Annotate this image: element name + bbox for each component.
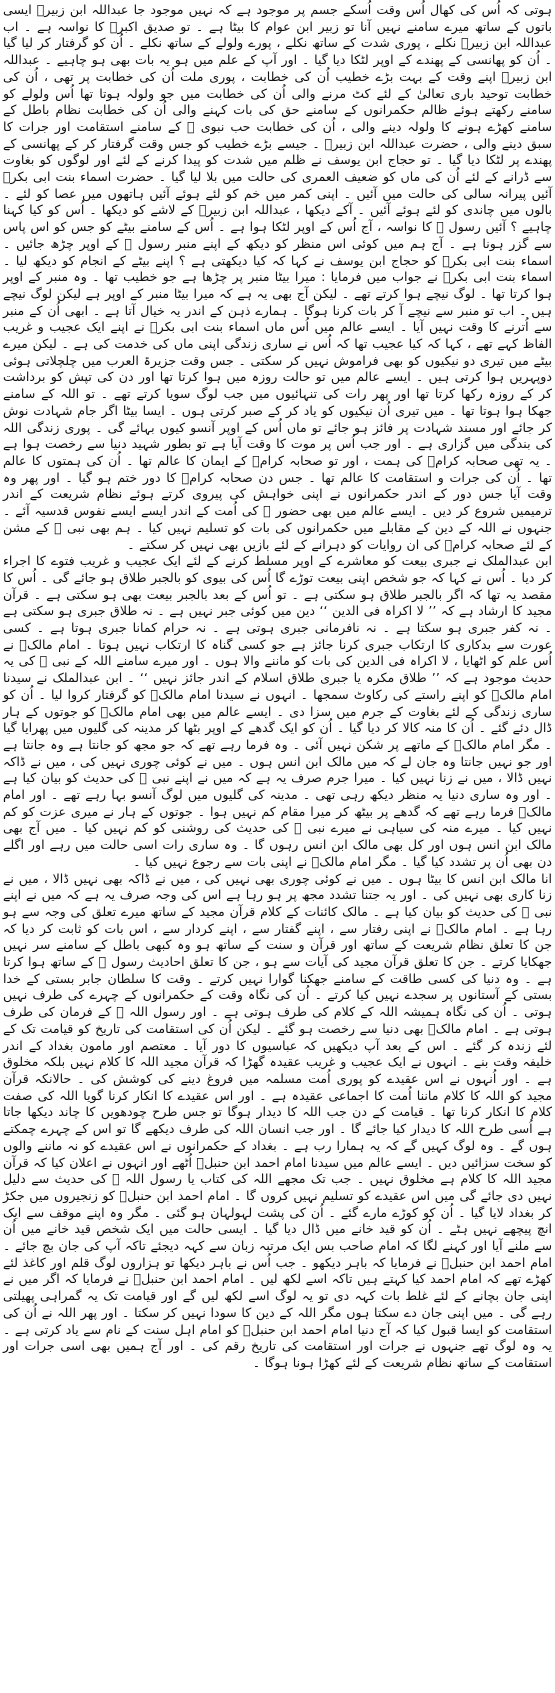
article-paragraph-3: انا مالک ابن انس کا بیٹا ہوں ۔ میں نے کوئی چوری بھی نہیں کی ، میں نے ڈاکہ بھی نہیں ڈالا ، میں نے زنا کاری بھی نہیں کی ۔ اور یہ جتنا تشدد مجھ پر ہو رہا ہے اس کی وجہ صرف یہ ہے کہ میں نے اپنے نبی ﷺ کی حدیث کو بیان کیا ہے ۔ مالک کائنات کے کلام قرآن مجید کے ساتھ میرے تعلق کی وجہ سے ہو رہا ہے ۔ امام مالکؒ نے اپنی رفتار سے ، اپنے گفتار سے ، اپنے کردار سے ، اس بات کو ثابت کر دیا کہ جن کا تعلق نظام شریعت کے ساتھ اور قرآن و سنت کے ساتھ ہو وہ کبھی باطل کے سامنے سر نہیں جھکایا کرتے ۔ جن کا تعلق قرآن مجید کی آیات سے ہو ، جن کا تعلق احادیث رسول ﷺ کے ساتھ ہوا کرتا ہے ۔ وہ دنیا کی کسی طاقت کے سامنے جھکنا گوارا نہیں کرتے ۔ وقت کا سلطان جابر بستی کے خدا بستی کے آستانوں پر سجدے نہیں کیا کرتے ۔ اُن کی نگاہ وقت کے حکمرانوں کے چہرے کی طرف نہیں ہوتی ۔ اُن کی نگاہ ہمیشہ اللہ کے کلام کی طرف ہوتی ہے ۔ اور رسول اللہ ﷺ کے فرمان کی طرف ہوتی ہے ۔ امام مالکؒ بھی دنیا سے رخصت ہو گئے ۔ لیکن اُن کی استقامت کی تاریخ کو قیامت تک کے لئے زندہ کر گئے ۔ اس کے بعد آپ دیکھیں کہ عباسیوں کا دور آیا ۔ معتصم اور مامون بغداد کے اندر خلیفہ وقت بنے ۔ انہوں نے ایک عجیب و غریب عقیدہ گھڑا کہ قرآن مجید اللہ کا کلام نہیں بلکہ مخلوق ہے ۔ اور اُنہوں نے اس عقیدے کو پوری اُمت مسلمہ میں فروغ دینے کی کوشش کی ۔ حالانکہ قرآن مجید کو اللہ کا کلام ماننا اُمت کا اجماعی عقیدہ ہے ۔ اور اس عقیدے کا انکار کرنا گویا اللہ کی صفت کلام کا انکار کرنا تھا ۔ قیامت کے دن جب اللہ کا دیدار ہوگا تو جس طرح چودھویں کا چاند دیکھا جاتا ہے اُسی طرح اللہ کا دیدار کیا جائے گا ۔ اور جب انسان اللہ کی طرف دیکھے گا تو اس کے چہرے چمکتے ہوں گے ۔ وہ لوگ کہیں گے کہ یہ ہمارا رب ہے ۔ بغداد کے حکمرانوں نے اس عقیدے کو نہ ماننے والوں کو سخت سزائیں دیں ۔ ایسے عالم میں سیدنا امام احمد ابن حنبلؒ اُٹھے اور انہوں نے اعلان کیا کہ قرآن مجید اللہ کا کلام ہے مخلوق نہیں ۔ جب تک مجھے اللہ کی کتاب یا رسول اللہ ﷺ کی حدیث سے دلیل نہیں دی جائے گی میں اس عقیدے کو تسلیم نہیں کروں گا ۔ امام احمد ابن حنبلؒ کو زنجیروں میں جکڑ کر بغداد لایا گیا ۔ اُن کو کوڑے مارے گئے ۔ اُن کی پشت لہولہان ہو گئی ۔ مگر وہ اپنے موقف سے ایک انچ پیچھے نہیں ہٹے ۔ اُن کو قید خانے میں ڈال دیا گیا ۔ ایسی حالت میں ایک شخص قید خانے میں اُن سے ملنے آیا اور کہنے لگا کہ امام صاحب بس ایک مرتبہ زبان سے کہہ دیجئے تاکہ آپ کی جان بچ جائے ۔ امام احمد ابن حنبلؒ نے فرمایا کہ باہر دیکھو ۔ جب اُس نے باہر دیکھا تو ہزاروں لوگ قلم اور کاغذ لئے کھڑے تھے کہ امام احمد کیا کہتے ہیں تاکہ اسے لکھ لیں ۔ امام احمد ابن حنبلؒ نے فرمایا کہ اگر میں نے اپنی جان بچانے کے لئے غلط بات کہہ دی تو یہ لوگ اسے لکھ لیں گے اور قیامت تک یہ گمراہی پھیلتی رہے گی ۔ میں اپنی جان دے سکتا ہوں مگر اللہ کے دین کا سودا نہیں کر سکتا ۔ اور پھر اللہ نے اُن کی استقامت کو ایسا قبول کیا کہ آج دنیا امام احمد ابن حنبلؒ کو امام اہل سنت کے نام سے یاد کرتی ہے ۔ یہ وہ لوگ تھے جنہوں نے جرات اور استقامت کی تاریخ رقم کی ۔ اور آج ہمیں بھی اسی جرات اور استقامت کے ساتھ نظام شریعت کے لئے کھڑا ہونا ہوگا ۔	[3, 870, 552, 1370]
article-paragraph-2: ابن عبدالملک نے جبری بیعت کو معاشرے کے اوپر مسلط کرنے کے لئے ایک عجیب و غریب فتوے کا اجراء کر دیا ۔ اُس نے کہا کہ جو شخص اپنی بیعت توڑے گا اُس کی بیوی کو بالجبر طلاق ہو جائے گی ۔ اُس کا مقصد یہ تھا کہ اگر بالجبر طلاق ہو سکتی ہے ۔ تو اُس کے بعد بالجبر بیعت بھی ہو سکتی ہے ۔ قرآن مجید کا ارشاد ہے کہ ’’ لا اکراہ فی الدین ‘‘ دین میں کوئی جبر نہیں ہے ۔ نہ طلاق جبری ہو سکتی ہے ۔ نہ کفر جبری ہو سکتا ہے ۔ نہ نافرمانی جبری ہوتی ہے ۔ نہ حرام کمانا جبری ہوتا ہے ۔ کسی عورت سے بدکاری کا ارتکاب جبری کرنا جائز ہے جو کسی گناہ کا ارتکاب نہیں ہوتا ۔ امام مالکؒ نے اُس علم کو اٹھایا ، لا اکراہ فی الدین کی بات کو ماننے والا ہوں ۔ اور میرے سامنے اللہ کے نبی ﷺ کی یہ حدیث موجود ہے کہ ’’ طلاق مکرہ یا جبری طلاق اسلام کے اندر جائز نہیں ‘‘ ۔ ابن عبدالملک نے سیدنا امام مالکؒ کو اپنے راستے کی رکاوٹ سمجھا ۔ انہوں نے سیدنا امام مالکؒ کو گرفتار کروا لیا ۔ اُن کو ساری زندگی کے لئے بغاوت کے جرم میں سزا دی ۔ ایسے عالم میں بھی امام مالکؒ کو جوتوں کے ہار ڈال دئے گئے ۔ اُن کا منہ کالا کر دیا گیا ۔ اُن کو ایک گدھے کے اوپر بٹھا کر مدینہ کی گلیوں میں پھرایا گیا ۔ مگر امام مالکؒ کے ماتھے پر شکن نہیں آئی ۔ وہ فرما رہے تھے کہ جو مجھ کو جانتا ہے وہ جانتا ہے اور جو نہیں جانتا وہ جان لے کہ میں مالک ابن انس ہوں ۔ میں نے کوئی چوری نہیں کی ، میں نے ڈاکہ نہیں ڈالا ، میں نے زنا نہیں کیا ۔ میرا جرم صرف یہ ہے کہ میں نے اپنے نبی ﷺ کی حدیث کو بیان کیا ہے ۔ اور وہ ساری دنیا یہ منظر دیکھ رہی تھی ۔ مدینہ کی گلیوں میں لوگ آنسو بہا رہے تھے ۔ اور امام مالکؒ فرما رہے تھے کہ گدھے پر بیٹھ کر میرا مقام کم نہیں ہوا ۔ جوتوں کے ہار نے میری عزت کو کم نہیں کیا ۔ میرے منہ کی سیاہی نے میرے نبی ﷺ کی حدیث کی روشنی کو کم نہیں کیا ۔ میں آج بھی مالک ابن انس ہوں اور کل بھی مالک ابن انس رہوں گا ۔ وہ ساری رات اسی حالت میں رہے اور اگلے دن بھی اُن پر تشدد کیا گیا ۔ مگر امام مالکؒ نے اپنی بات سے رجوع نہیں کیا ۔	[3, 553, 552, 869]
article-paragraph-1: ہوتی کہ اُس کی کھال اُس وقت اُسکے جسم پر موجود ہے کہ نہیں موجود جا عبداللہ ابن زبیرؓ ایسی باتوں کے ساتھ میرے سامنے نہیں آنا تو زبیر ابن عوام کا بیٹا ہے ۔ تو صدیق اکبرؓ کا نواسہ ہے ۔ اب عبداللہ ابن زبیرؓ نکلے ، پوری شدت کے ساتھ نکلے ، پورے ولولے کے ساتھ نکلے ۔ اُن کو گرفتار کر لیا گیا ۔ اُن کو پھانسی کے پھندے کے اوپر لٹکا دیا گیا ۔ اور آپ کے علم میں ہو یہ بات بھی ہو چاہیے ۔ عبداللہ ابن زبیرؓ اپنے وقت کے بہت بڑے خطیب اُن کی خطابت ، پوری ملت اُن کی خطابت پر تھی ، اُن کی خطابت توحید باری تعالیٰ کے لئے کٹ مرنے والی اُن کی خطابت میں جو ولولہ ہوتا تھا اُس ولولے کو سامنے رکھتے ہوئے ظالم حکمرانوں کے سامنے حق کی بات کہنے والی اُن کی خطابت نظام باطل کے سامنے کھڑے ہونے کا ولولہ دینے والی ، اُن کی خطابت حب نبوی ﷺ کے سامنے استقامت اور جرات کا سبق دینے والی ، حضرت عبداللہ ابن زبیرؓ ۔ جیسے بڑے خطیب کو جس وقت گرفتار کر کے پھانسی کے پھندے پر لٹکا دیا گیا ۔ تو حجاج ابن یوسف نے ظلم میں شدت کو پیدا کرنے کے لئے اور لوگوں کو بغاوت سے ڈرانے کے لئے اُن کی ماں کو ضعیف العمری کی حالت میں بلا لیا گیا ۔ حضرت اسماء بنت ابی بکرؓ آئیں پیرانہ سالی کی حالت میں آئیں ۔ اپنی کمر میں خم کو لئے ہوئے آئیں ہاتھوں میں عصا کو لئے ۔ بالوں میں چاندی کو لئے ہوئے آئیں ۔ آکے دیکھا ، عبداللہ ابن زبیرؓ کے لاشے کو دیکھا ۔ اُس کو کیا کہنا چاہیے ؟ آئیں رسول ﷺ کا نواسہ ، آج اُس کے اوپر لٹکا ہوا ہے ۔ اُس کے سامنے بیٹے کو جس کو اس پاس سے گزر ہونا ہے ۔ آج ہم میں کوئی اس منظر کو دیکھ کے اپنے منبر رسول ﷺ کے اوپر چڑھ جائیں ۔ اسماء بنت ابی بکرؓ کو حجاج ابن یوسف نے کہا کہ کیا دیکھتی ہے ؟ اپنے بیٹے کے انجام کو دیکھ لیا ۔ اسماء بنت ابی بکرؓ نے جواب میں فرمایا : میرا بیٹا منبر پر چڑھا ہے جو خطیب تھا ۔ وہ منبر کے اوپر ہوا کرتا تھا ۔ لوگ نیچے ہوا کرتے تھے ۔ لیکن آج بھی یہ ہے کہ میرا بیٹا منبر کے اوپر ہے لیکن لوگ نیچے ہیں ۔ اب تو منبر سے نیچے آ کر بات کرنا ہوگا ۔ ہمارے ذہن کے اندر یہ خیال آتا ہے ۔ ابھی اُن کے منبر سے اُترنے کا وقت نہیں آیا ۔ ایسے عالم میں اُس ماں اسماء بنت ابی بکرؓ نے اپنے ایک عجیب و غریب الفاظ کہے تھے ، کہا کہ کیا عجیب تھا کہ اُس نے ساری زندگی اپنی ماں کی خدمت کی ہے ۔ لیکن میرے بیٹے میں تیری دو نیکیوں کو بھی فراموش نہیں کر سکتی ۔ جس وقت جزیرۃ العرب میں چلچلاتی ہوئی دوپہریں ہوا کرتی ہیں ۔ ایسے عالم میں تو حالت روزہ میں ہوا کرتا تھا اور دن کی تپش کو برداشت کر کے روزہ رکھا کرتا تھا اور پھر رات کی تنہائیوں میں جب لوگ سویا کرتے تھے ۔ تو اللہ کے سامنے جھکا ہوا ہوتا تھا ۔ میں تیری اُن نیکیوں کو یاد کر کے صبر کرتی ہوں ۔ ایسا بیٹا اگر جام شہادت نوش کر جائے اور مسند شہادت پر فائز ہو جائے تو ماں اُس کے اوپر آنسو کیوں بہائے گی ۔ پوری زندگی اللہ کی بندگی میں گزاری ہے ۔ اور جب اُس پر موت کا وقت آیا ہے تو بطور شہید دنیا سے رخصت ہوا ہے ۔ یہ تھی صحابہ کرامؓ کی ہمت ، اور تو صحابہ کرامؓ کے ایمان کا عالم تھا ۔ اُن کی ہمتوں کا عالم تھا ۔ اُن کی جرات و استقامت کا عالم تھا ۔ جس دن صحابہ کرامؓ کا دور ختم ہو گیا ۔ اور پھر وہ وقت آیا جس دور کے اندر حکمرانوں نے اپنی خواہش کی پیروی کرتے ہوئے نظام شریعت کے اندر ترمیمیں شروع کر دیں ۔ ایسے عالم میں بھی حضور ﷺ کی اُمت کے اندر ایسے ایسے نفوس قدسیہ آئے ۔ جنہوں نے اللہ کے دین کے مقابلے میں حکمرانوں کی بات کو تسلیم نہیں کیا ۔ ہم بھی نبی ﷺ کے مشن کے لئے صحابہ کرامؓ کی ان روایات کو دہرانے کے لئے بازیں بھی نہیں کر سکتے ۔	[3, 2, 552, 552]
